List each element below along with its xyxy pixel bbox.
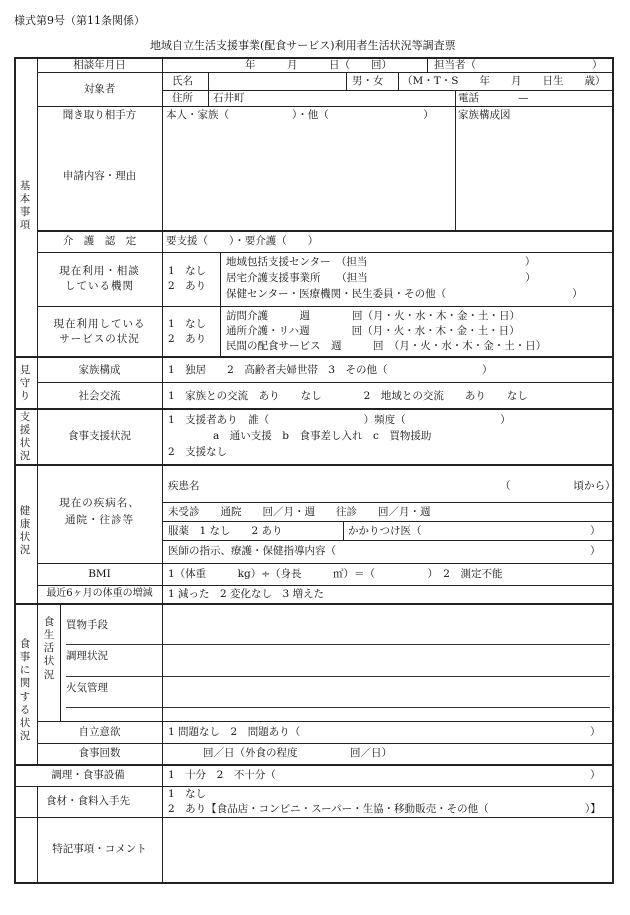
notes-field[interactable] [164,819,610,879]
staff-close: ） [592,59,603,71]
care-field[interactable]: 要支援（ ）・要介護（ ） [166,235,319,247]
consult-date-label: 相談年月日 [73,59,126,71]
staff-label: 担当者（ [434,59,476,71]
social-field[interactable]: 1 家族との交流 あり なし 2 地域との交流 あり なし [168,390,528,402]
family-doctor-label: かかりつけ医（ [348,525,422,537]
services-line-2[interactable]: 通所介護・リハ週 回（月・火・水・木・金・土・日） [226,325,520,337]
cooking-label: 調理状況 [66,650,108,662]
cooking-line[interactable] [66,676,610,677]
medication-field[interactable]: 服薬 1 なし 2 あり [168,525,283,537]
section-meals: 食事に関する状況 [19,638,31,742]
bmi-label: BMI [88,568,111,580]
ingredients-opt-yes[interactable]: 2 あり【食品店・コンビニ・スーパー・生協・移動販売・その他（ [168,803,489,815]
section-watch: 見守り [19,364,31,403]
agencies-line-2[interactable]: 居宅介護支援事業所 （担当 ） [226,272,536,284]
family-label: 家族構成 [78,364,121,376]
services-opt-yes[interactable]: 2 あり [168,333,207,345]
social-label: 社会交流 [78,390,121,402]
meal-support-label: 食事支援状況 [68,430,131,442]
instructions-close: ） [590,545,601,557]
ingredients-opt-none[interactable]: 1 なし [168,788,207,800]
form-title: 地域自立生活支援事業(配食サービス)利用者生活状況等調査票 [150,39,456,52]
phone-value[interactable]: — [518,92,529,104]
fire-label: 火気管理 [66,682,108,694]
family-doctor-close: ） [590,525,601,537]
shopping-label: 買物手段 [66,619,108,631]
address-value[interactable]: 石井町 [213,92,245,104]
agencies-opt-yes[interactable]: 2 あり [168,280,207,292]
sex-field[interactable]: 男・女 [352,75,384,87]
meal-count-label: 食事回数 [78,747,121,759]
bmi-field[interactable]: 1（体重 kg）÷（身長 ㎡）＝（ ） 2 測定不能 [168,568,503,580]
meal-support-line-2[interactable]: a 通い支援 b 食事差し入れ c 買物援助 [213,430,432,442]
disease-name-label: 疾患名 [168,480,200,492]
instructions-label: 医師の指示、療護・保健指導内容（ [168,545,336,557]
consult-date-field[interactable]: 年 月 日（ 回） [245,59,392,71]
kitchen-field[interactable]: 1 十分 2 不十分（ [168,769,276,781]
meal-support-line-3[interactable]: 2 支援なし [168,446,228,458]
services-label-1: 現在利用している [53,318,146,330]
kitchen-close: ） [590,769,601,781]
services-label-2: サービスの状況 [59,333,140,345]
meal-support-line-1[interactable]: 1 支援者あり 誰（ ）頻度（ ） [168,414,511,426]
agencies-line-3[interactable]: 保健センター・医療機関・民生委員・その他（ ） [226,288,583,300]
application-label: 申請内容・理由 [62,170,137,182]
meal-count-field[interactable]: 回／日（外食の程度 回／日） [203,747,392,759]
form-number: 様式第9号（第11条関係） [14,14,145,27]
name-label: 氏名 [172,75,193,87]
family-diagram-label: 家族構成図 [458,109,511,121]
ingredients-label: 食材・食料入手先 [46,795,130,807]
care-label: 介 護 認 定 [62,235,137,247]
disease-label-1: 現在の疾病名、 [59,497,140,509]
services-line-1[interactable]: 訪問介護 週 回（月・火・水・木・金・土・日） [226,310,520,322]
disease-label-2: 通院・往診等 [65,514,134,526]
visit-field[interactable]: 未受診 通院 回／月・週 往診 回／月・週 [168,506,431,518]
motivation-label: 自立意欲 [78,726,121,738]
agencies-label-1: 現在利用・相談 [59,265,140,277]
services-opt-none[interactable]: 1 なし [168,318,207,330]
interview-field[interactable]: 本人・家族（ ）・他（ ） [166,109,434,121]
section-basic-info: 基本事項 [19,180,31,232]
section-support: 支援状況 [19,411,31,463]
motivation-field[interactable]: 1 問題なし 2 問題あり（ [168,726,301,738]
services-line-3[interactable]: 民間の配食サービス 週 回 （月・火・水・木・金・土・日） [226,340,547,352]
agencies-opt-none[interactable]: 1 なし [168,265,207,277]
weight-change-label: 最近6ヶ月の体重の増減 [46,588,153,599]
address-label: 住所 [172,92,193,104]
shopping-line[interactable] [66,644,610,645]
agencies-label-2: している機関 [65,280,134,292]
subject-label: 対象者 [83,83,116,95]
motivation-close: ） [590,726,601,738]
kitchen-label: 調理・食事設備 [51,769,125,781]
notes-label: 特記事項・コメント [52,843,147,855]
interview-label: 聞き取り相手方 [62,109,137,121]
birth-field[interactable]: （M・T・S 年 月 日生 歳） [402,75,606,87]
section-diet-life: 食生活状況 [43,616,55,681]
family-field[interactable]: 1 独居 2 高齢者夫婦世帯 3 その他（ ） [168,364,493,376]
disease-since-field[interactable]: （ 頃から） [500,480,616,492]
phone-label: 電話 [458,92,479,104]
agencies-line-1[interactable]: 地域包括支援センター （担当 ） [226,256,536,268]
weight-change-field[interactable]: 1 減った 2 変化なし 3 増えた [168,588,325,600]
ingredients-close: ）】 [585,803,601,815]
section-health: 健康状況 [19,505,31,557]
fire-line[interactable] [66,707,610,708]
